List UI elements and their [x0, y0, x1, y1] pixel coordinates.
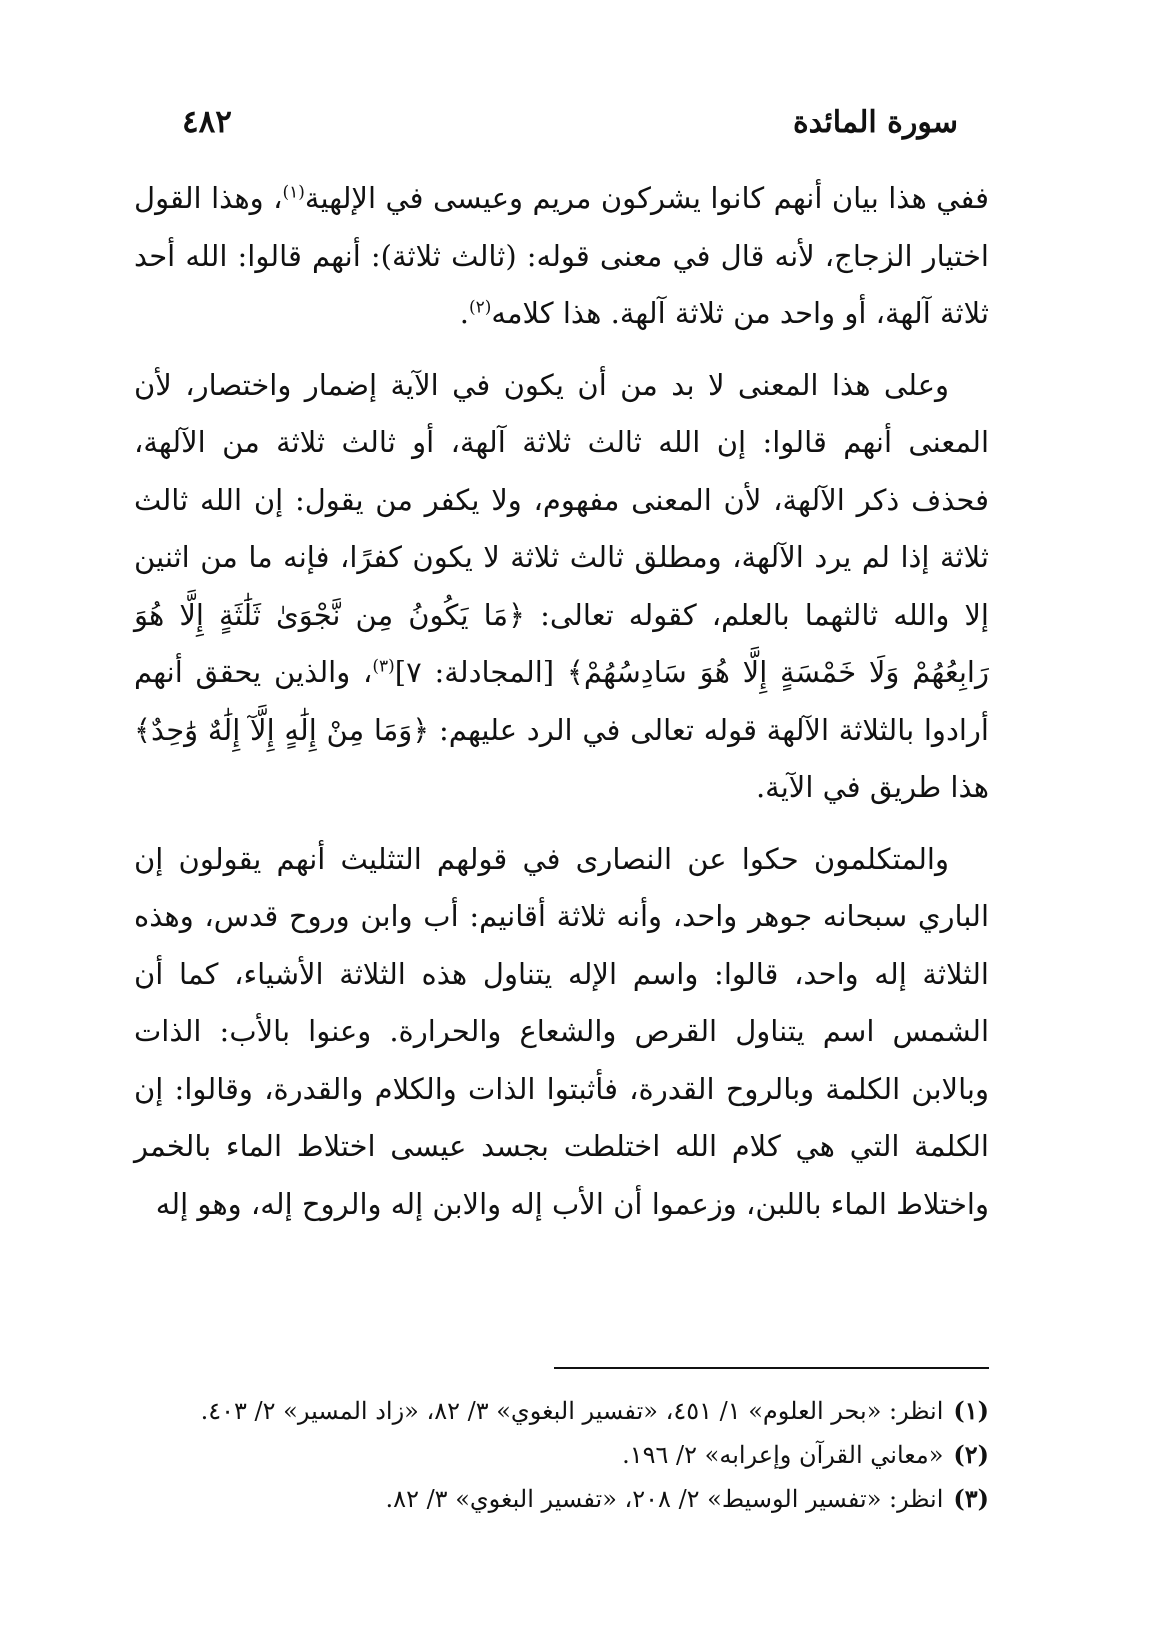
footnote-ref-2: (٢)	[469, 297, 492, 318]
footnote-3	[134, 1477, 989, 1521]
quran-verse-2: ﴿وَمَا مِنْ إِلَٰهٍ إِلَّآ إِلَٰهٌ وَٰحِدٌ﴾	[134, 712, 430, 747]
footnote-number: (٢)	[953, 1440, 989, 1469]
paragraph-2	[134, 357, 989, 817]
footnote-ref-1: (١)	[282, 182, 305, 203]
page-header	[182, 102, 958, 142]
footnote-2	[134, 1433, 989, 1477]
paragraph-2-text-d: هذا طريق في الآية.	[755, 770, 989, 804]
quran-verse-1: ﴿مَا يَكُونُ مِن نَّجْوَىٰ ثَلَٰثَةٍ إِلَّا هُوَ رَابِعُهُمْ وَلَا خَمْسَةٍ إِلَّا هُوَ سَادِسُهُمْ﴾	[134, 597, 989, 689]
footnote-text: انظر: «تفسير الوسيط» ٢/ ٢٠٨، «تفسير البغوي» ٣/ ٨٢.	[385, 1485, 944, 1513]
paragraph-1-text-c: .	[459, 296, 469, 330]
footnote-text: «معاني القرآن وإعرابه» ٢/ ١٩٦.	[622, 1441, 944, 1469]
paragraph-2-text-b: [المجادلة: ٧]	[394, 655, 567, 689]
footnote-separator	[554, 1367, 989, 1369]
paragraph-3: والمتكلمون حكوا عن النصارى في قولهم التثليث أنهم يقولون إن الباري سبحانه جوهر واحد، وأنه ثلاثة أقانيم: أب وابن وروح قدس، وهذه الثلاثة إله واحد، قالوا: واسم الإله يتناول هذه الثلاثة الأشياء، كما أن الشمس اسم يتناول القرص والشعاع والحرارة. وعنوا بالأب: الذات وبالابن الكلمة وبالروح القدرة، فأثبتوا الذات والكلام والقدرة، وقالوا: إن الكلمة التي هي كلام الله اختلطت بجسد عيسى اختلاط الماء بالخمر واختلاط الماء باللبن، وزعموا أن الأب إله والابن إله والروح إله، وهو إله	[134, 841, 989, 1221]
paragraph-2-text-c: ، والذين يحقق أنهم أرادوا بالثلاثة الآلهة قوله تعالى في الرد عليهم:	[134, 655, 989, 747]
paragraph-1-text-b: ، وهذا القول اختيار الزجاج، لأنه قال في معنى قوله: (ثالث ثلاثة): أنهم قالوا: الله أحد ثلاثة آلهة، أو واحد من ثلاثة آلهة. هذا كلامه	[134, 181, 989, 330]
footnote-1	[134, 1389, 989, 1433]
footnotes	[134, 1389, 989, 1521]
footnote-ref-3: (٣)	[372, 656, 395, 677]
paragraph-2-text-a: وعلى هذا المعنى لا بد من أن يكون في الآية إضمار واختصار، لأن المعنى أنهم قالوا: إن الله ثالث ثلاثة آلهة، أو ثالث ثلاثة من الآلهة، فحذف ذكر الآلهة، لأن المعنى مفهوم، ولا يكفر من يقول: إن الله ثالث ثلاثة إذا لم يرد الآلهة، ومطلق ثالث ثلاثة لا يكون كفرًا، فإنه ما من اثنين إلا والله ثالثهما بالعلم، كقوله تعالى:	[134, 367, 989, 632]
paragraph-1-text-a: ففي هذا بيان أنهم كانوا يشركون مريم وعيسى في الإلهية	[304, 181, 989, 215]
surah-title: سورة المائدة	[792, 104, 958, 140]
footnote-number: (٣)	[953, 1484, 989, 1513]
paragraph-1	[134, 170, 989, 343]
page-number: ٤٨٢	[182, 104, 232, 140]
footnote-text: انظر: «بحر العلوم» ١/ ٤٥١، «تفسير البغوي» ٣/ ٨٢، «زاد المسير» ٢/ ٤٠٣.	[200, 1397, 944, 1425]
footnote-number: (١)	[953, 1396, 989, 1425]
main-text	[134, 170, 989, 1233]
